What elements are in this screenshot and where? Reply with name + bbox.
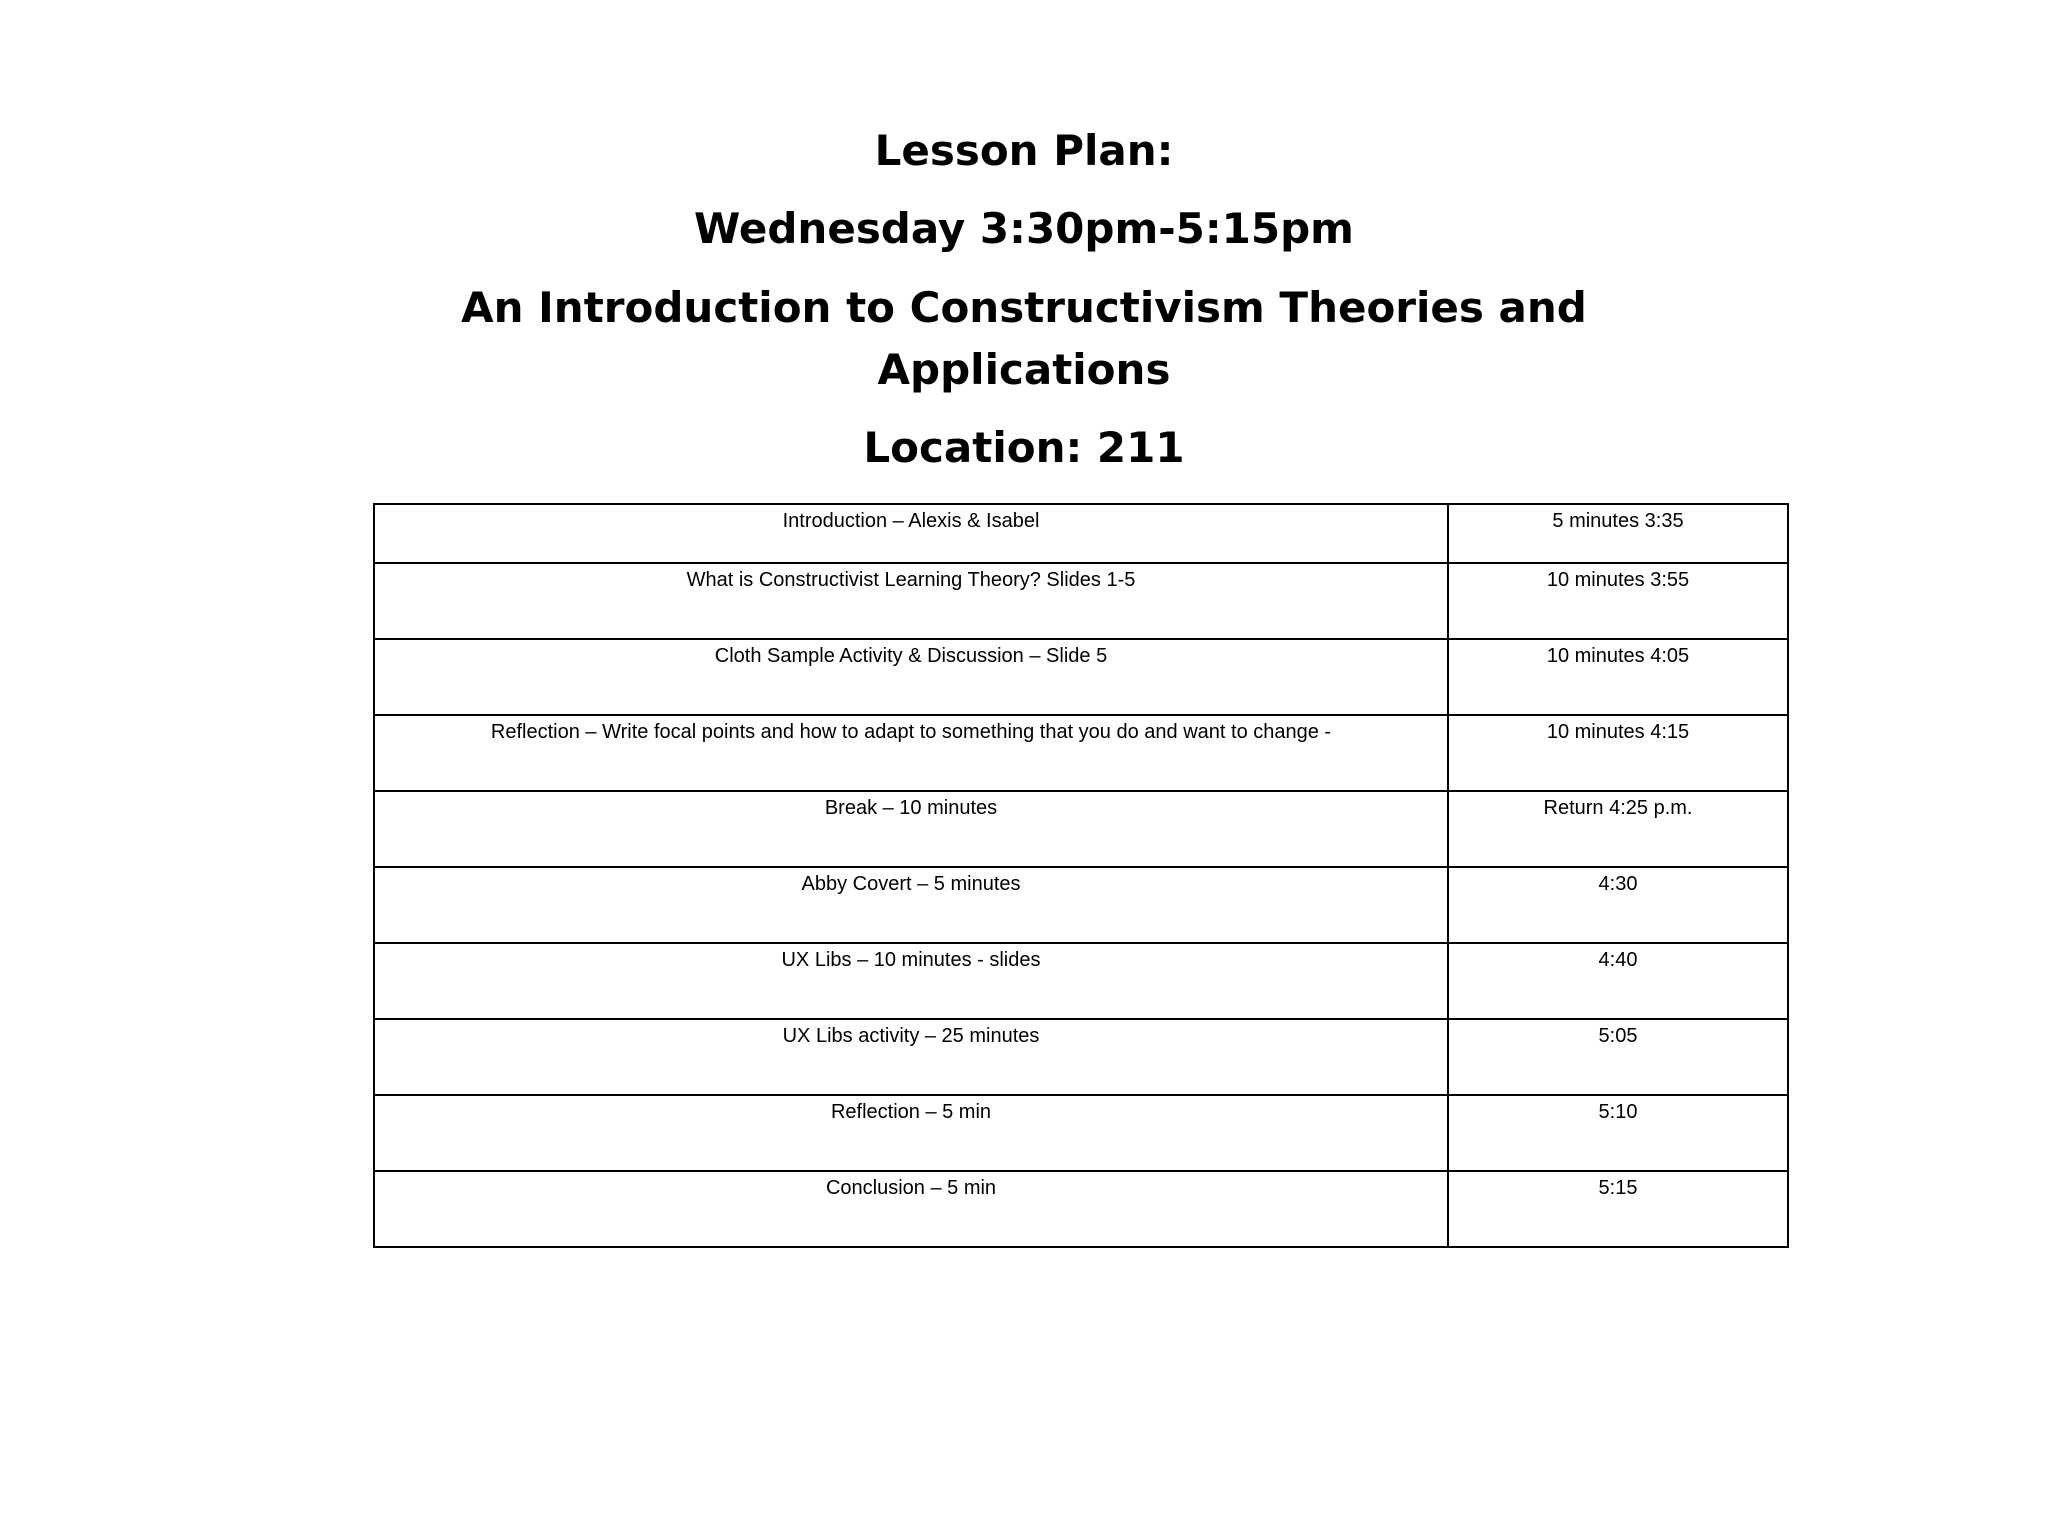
course-title-line-1: An Introduction to Constructivism Theories and xyxy=(461,283,1587,332)
activity-cell: UX Libs activity – 25 minutes xyxy=(374,1019,1448,1095)
table-row xyxy=(374,639,1788,715)
activity-cell: What is Constructivist Learning Theory? Slides 1-5 xyxy=(374,563,1448,639)
table-row xyxy=(374,943,1788,1019)
timing-cell: 10 minutes 3:55 xyxy=(1448,563,1788,639)
schedule-table xyxy=(373,503,1789,1248)
activity-cell: Reflection – Write focal points and how to adapt to something that you do and want to change - xyxy=(374,715,1448,791)
activity-cell: Introduction – Alexis & Isabel xyxy=(374,504,1448,563)
timing-cell: 5:10 xyxy=(1448,1095,1788,1171)
activity-cell: UX Libs – 10 minutes - slides xyxy=(374,943,1448,1019)
timing-cell: 10 minutes 4:15 xyxy=(1448,715,1788,791)
timing-cell: 5:05 xyxy=(1448,1019,1788,1095)
table-row xyxy=(374,1095,1788,1171)
table-row xyxy=(374,867,1788,943)
timing-cell: 5 minutes 3:35 xyxy=(1448,504,1788,563)
table-row xyxy=(374,791,1788,867)
table-row xyxy=(374,1171,1788,1247)
session-time: Wednesday 3:30pm-5:15pm xyxy=(694,204,1354,253)
timing-cell: Return 4:25 p.m. xyxy=(1448,791,1788,867)
table-row xyxy=(374,563,1788,639)
location: Location: 211 xyxy=(863,423,1185,472)
course-title xyxy=(0,277,2048,401)
activity-cell: Conclusion – 5 min xyxy=(374,1171,1448,1247)
activity-cell: Abby Covert – 5 minutes xyxy=(374,867,1448,943)
table-row xyxy=(374,504,1788,563)
table-row xyxy=(374,715,1788,791)
course-title-line-2: Applications xyxy=(877,345,1171,394)
timing-cell: 4:30 xyxy=(1448,867,1788,943)
table-row xyxy=(374,1019,1788,1095)
timing-cell: 4:40 xyxy=(1448,943,1788,1019)
timing-cell: 5:15 xyxy=(1448,1171,1788,1247)
activity-cell: Reflection – 5 min xyxy=(374,1095,1448,1171)
page-title: Lesson Plan: xyxy=(874,126,1174,175)
timing-cell: 10 minutes 4:05 xyxy=(1448,639,1788,715)
activity-cell: Cloth Sample Activity & Discussion – Slide 5 xyxy=(374,639,1448,715)
activity-cell: Break – 10 minutes xyxy=(374,791,1448,867)
